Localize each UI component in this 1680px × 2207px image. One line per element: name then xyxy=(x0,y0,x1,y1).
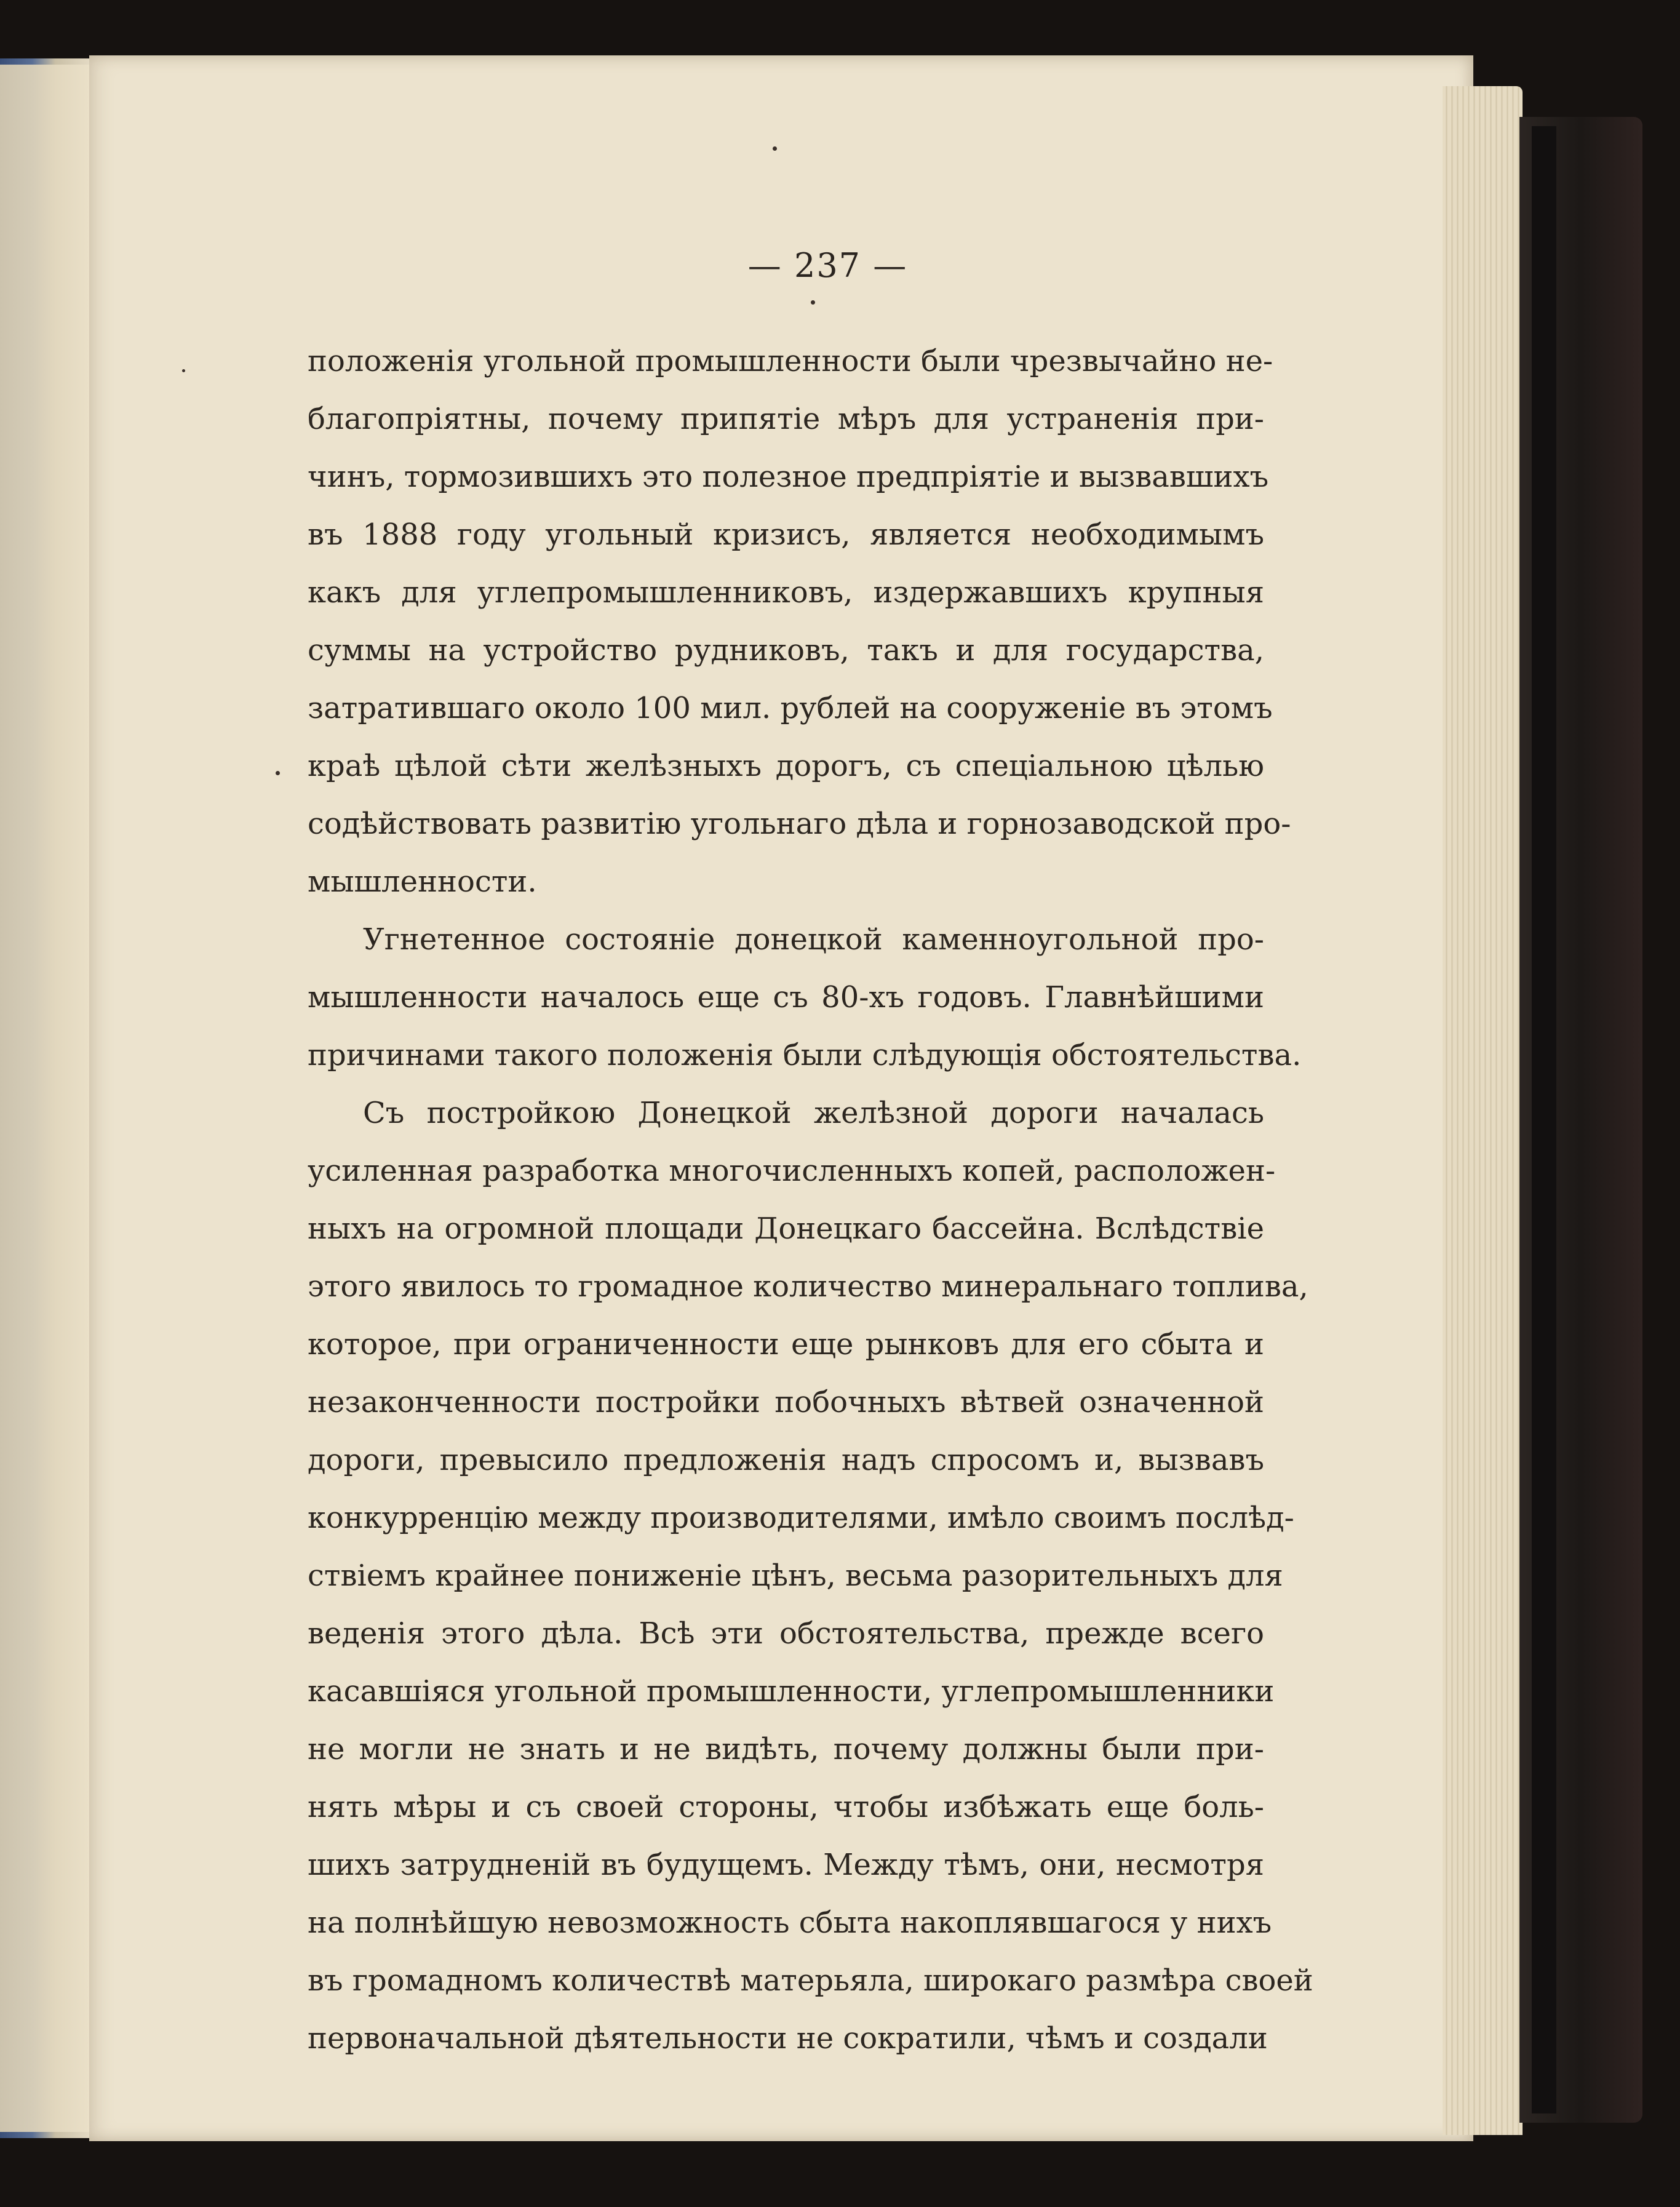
text-line: причинами такого положенія были слѣдующія обстоятельства. xyxy=(308,1038,1302,1072)
text-line: краѣ цѣлой сѣти желѣзныхъ дорогъ, съ спеціальною цѣлью xyxy=(308,749,1264,783)
text-line: веденія этого дѣла. Всѣ эти обстоятельства, прежде всего xyxy=(308,1616,1264,1651)
text-line: содѣйствовать развитію угольнаго дѣла и горнозаводской про- xyxy=(308,807,1291,841)
text-line: суммы на устройство рудниковъ, такъ и для государства, xyxy=(308,633,1264,668)
text-line: которое, при ограниченности еще рынковъ для его сбыта и xyxy=(308,1327,1264,1362)
text-line: шихъ затрудненій въ будущемъ. Между тѣмъ, они, несмотря xyxy=(308,1848,1264,1882)
ink-speck xyxy=(811,300,815,305)
text-line: чинъ, тормозившихъ это полезное предпріятіе и вызвавшихъ xyxy=(308,460,1269,494)
text-line: на полнѣйшую невозможность сбыта накоплявшагося у нихъ xyxy=(308,1906,1272,1940)
text-line: въ громадномъ количествѣ матерьяла, широкаго размѣра своей xyxy=(308,1963,1313,1998)
text-line: первоначальной дѣятельности не сократили, чѣмъ и создали xyxy=(308,2021,1268,2056)
text-line: затратившаго около 100 мил. рублей на сооруженіе въ этомъ xyxy=(308,691,1273,725)
ink-speck xyxy=(182,369,185,372)
text-line: благопріятны, почему припятіе мѣръ для устраненія при- xyxy=(308,402,1264,436)
text-line: конкурренцію между производителями, имѣло своимъ послѣд- xyxy=(308,1501,1294,1535)
text-line: мышленности. xyxy=(308,864,537,899)
text-line: усиленная разработка многочисленныхъ копей, расположен- xyxy=(308,1154,1276,1188)
text-line: Съ постройкою Донецкой желѣзной дороги началась xyxy=(363,1096,1264,1130)
text-line: нять мѣры и съ своей стороны, чтобы избѣжать еще боль- xyxy=(308,1790,1264,1824)
page-stack-edge xyxy=(1443,86,1523,2135)
text-line: касавшіяся угольной промышленности, углепромышленники xyxy=(308,1674,1275,1709)
text-line: незаконченности постройки побочныхъ вѣтвей означенной xyxy=(308,1385,1264,1419)
text-line: въ 1888 году угольный кризисъ, является необходимымъ xyxy=(308,517,1264,552)
page-number xyxy=(0,246,1680,285)
text-line: этого явилось то громадное количество минеральнаго топлива, xyxy=(308,1269,1308,1304)
page-number-text: — 237 — xyxy=(747,246,908,285)
text-line: Угнетенное состояніе донецкой каменноугольной про- xyxy=(363,922,1264,957)
text-line: какъ для углепромышленниковъ, издержавшихъ крупныя xyxy=(308,575,1264,610)
text-line: ныхъ на огромной площади Донецкаго бассейна. Вслѣдствіе xyxy=(308,1211,1264,1246)
text-line: мышленности началось еще съ 80-хъ годовъ. Главнѣйшими xyxy=(308,980,1264,1015)
ink-speck xyxy=(276,771,280,775)
cover-edge-shadow xyxy=(1532,126,1556,2113)
body-text xyxy=(308,332,1313,2067)
ink-speck xyxy=(773,146,777,151)
left-page-edge xyxy=(0,65,92,2132)
text-line: ствіемъ крайнее пониженіе цѣнъ, весьма разорительныхъ для xyxy=(308,1558,1283,1593)
text-line: положенія угольной промышленности были чрезвычайно не- xyxy=(308,344,1273,378)
text-line: не могли не знать и не видѣть, почему должны были при- xyxy=(308,1732,1264,1766)
text-line: дороги, превысило предложенія надъ спросомъ и, вызвавъ xyxy=(308,1443,1264,1477)
